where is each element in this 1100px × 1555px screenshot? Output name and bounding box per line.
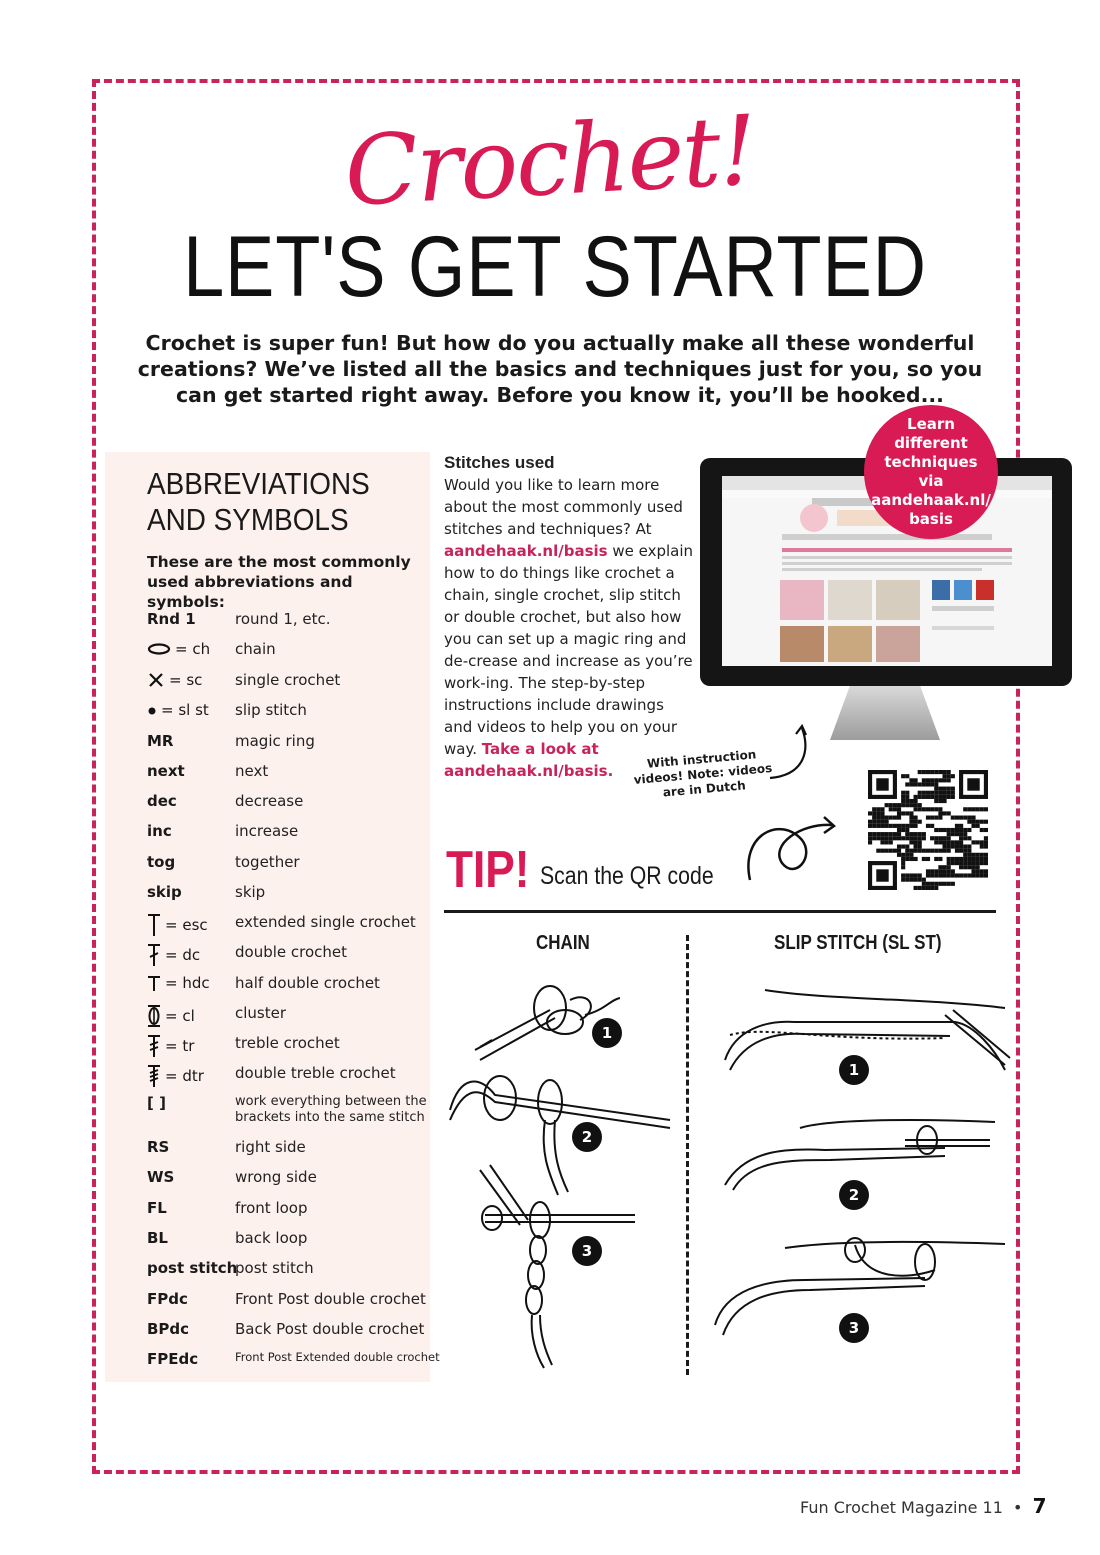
abbr-row: = hdc half double crochet — [147, 974, 437, 1002]
footer-separator: • — [1013, 1498, 1023, 1517]
abbr-row: tog together — [147, 853, 300, 871]
abbr-row: FPdc Front Post double crochet — [147, 1290, 426, 1308]
title-script: Crochet! — [341, 94, 758, 228]
abbr-row: = cl cluster — [147, 1004, 437, 1032]
qr-code[interactable] — [868, 770, 988, 890]
abbr-row: = dc double crochet — [147, 943, 437, 971]
slip-stitch-illustrations — [705, 980, 1015, 1370]
step-badge: 3 — [572, 1236, 602, 1266]
oval-icon — [147, 643, 171, 655]
dtr-icon — [147, 1064, 161, 1088]
step-badge: 3 — [839, 1313, 869, 1343]
abbr-row: skip skip — [147, 883, 266, 901]
tall-t-icon — [147, 913, 161, 937]
abbr-row: inc increase — [147, 822, 299, 840]
page-title: LET'S GET STARTED — [183, 219, 927, 315]
step-badge: 2 — [572, 1122, 602, 1152]
abbreviations-title: ABBREVIATIONS AND SYMBOLS — [147, 466, 370, 537]
stitches-used-intro: Would you like to learn more about the most commonly used stitches and techniques? — [444, 476, 683, 538]
stitches-used-section — [444, 452, 694, 782]
abbr-row: = ch chain — [147, 640, 437, 668]
tip-text: Scan the QR code — [540, 862, 714, 890]
page-footer — [800, 1494, 1047, 1518]
abbr-row: MR magic ring — [147, 732, 315, 750]
take-a-look-link[interactable]: Take a look at aandehaak.nl/basis. — [444, 740, 614, 780]
video-note: With instruction videos! Note: videos are in Dutch — [633, 747, 773, 800]
tr-icon — [147, 1034, 161, 1058]
abbr-row: next next — [147, 762, 269, 780]
stitches-used-body: we explain how to do things like crochet a chain, single crochet, slip stitch or double crochet, but also how you can set up a magic ring and de-crease and increase as you’re work-ing. The step-by-step instructions include drawings and videos to help you on your way. — [444, 542, 694, 758]
abbr-row: = tr treble crochet — [147, 1034, 437, 1062]
abbr-row: FPEdc Front Post Extended double crochet — [147, 1350, 440, 1368]
abbr-row: dec decrease — [147, 792, 304, 810]
abbr-row: Rnd 1 round 1, etc. — [147, 610, 331, 628]
stitches-used-at: At — [635, 520, 652, 538]
chain-illustrations — [440, 970, 680, 1370]
abbr-row: WS wrong side — [147, 1168, 317, 1186]
abbr-row: BPdc Back Post double crochet — [147, 1320, 425, 1338]
dc-icon — [147, 943, 161, 967]
abbr-row: [ ] work everything between the brackets into the same stitch — [147, 1094, 427, 1125]
column-divider — [686, 935, 689, 1375]
aandehaak-link[interactable]: aandehaak.nl/basis — [444, 542, 608, 560]
learn-techniques-badge: Learn different techniques via aandehaak.nl/ basis — [864, 405, 998, 539]
tip-label: TIP! — [446, 841, 530, 899]
abbr-row: BL back loop — [147, 1229, 308, 1247]
abbr-row: post stitch post stitch — [147, 1259, 314, 1277]
abbr-row: = sc single crochet — [147, 671, 437, 699]
dot-icon — [147, 703, 157, 717]
t-icon — [147, 974, 161, 992]
step-badge: 1 — [592, 1018, 622, 1048]
abbr-row: = sl st slip stitch — [147, 701, 437, 729]
abbr-row: RS right side — [147, 1138, 306, 1156]
magazine-name: Fun Crochet Magazine 11 — [800, 1498, 1003, 1517]
slip-stitch-heading: SLIP STITCH (SL ST) — [774, 932, 942, 954]
stitches-used-heading: Stitches used — [444, 453, 555, 472]
page-number: 7 — [1032, 1494, 1047, 1518]
loop-arrow-icon — [740, 795, 840, 890]
abbr-row: = dtr double treble crochet — [147, 1064, 437, 1092]
divider — [444, 910, 996, 913]
abbr-row: FL front loop — [147, 1199, 308, 1217]
step-badge: 2 — [839, 1180, 869, 1210]
intro-text: Crochet is super fun! But how do you actually make all these wonderful creations? We’ve listed all the basics and techniques just for you, so you can get started right away. Before you know it, you’ll be hooked... — [137, 331, 983, 407]
abbreviations-subtitle: These are the most commonly used abbreviations and symbols: — [147, 553, 411, 611]
cross-icon — [147, 671, 165, 689]
chain-heading: CHAIN — [536, 932, 590, 954]
abbreviations-panel — [105, 452, 440, 1382]
step-badge: 1 — [839, 1055, 869, 1085]
abbr-row: = esc extended single crochet — [147, 913, 437, 941]
cluster-icon — [147, 1004, 161, 1028]
